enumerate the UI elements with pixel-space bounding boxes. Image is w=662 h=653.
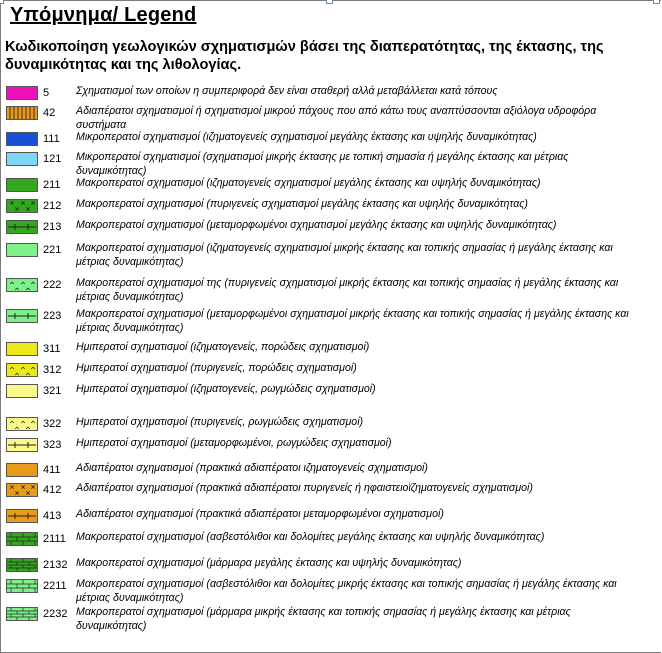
legend-swatch xyxy=(6,363,38,377)
legend-code: 413 xyxy=(43,510,62,522)
legend-code: 111 xyxy=(43,133,60,145)
legend-code: 223 xyxy=(43,310,62,322)
legend-swatch xyxy=(6,417,38,431)
legend-code: 2111 xyxy=(43,533,66,545)
legend-description: Ημιπερατοί σχηματισμοί (ιζηματογενείς, ρωγμώδεις σχηματισμοί) xyxy=(76,383,376,395)
legend-swatch xyxy=(6,86,38,100)
legend-code: 121 xyxy=(43,153,62,165)
legend-description: Μακροπερατοί σχηματισμοί (ιζηματογενείς σχηματισμοί μεγάλης έκτασης και υψηλής δυναμικότητας) xyxy=(76,177,541,189)
legend-description: Αδιαπέρατοι σχηματισμοί (πρακτικά αδιαπέρατοι ιζηματογενείς σχηματισμοί) xyxy=(76,462,428,474)
legend-subtitle: Κωδικοποίηση γεωλογικών σχηματισμών βάσει της διαπερατότητας, της έκτασης, της δυναμικότητας και της λιθολογίας. xyxy=(5,39,604,73)
legend-code: 321 xyxy=(43,385,62,397)
legend-description: Ημιπερατοί σχηματισμοί (πυριγενείς, ρωγμώδεις σχηματισμοί) xyxy=(76,416,364,428)
legend-description: Μικροπερατοί σχηματισμοί (σχηματισμοί μικρής έκτασης με τοπική σημασία ή μεγάλης έκτασης και μέτριας δυναμικότητας) xyxy=(76,151,569,177)
legend-swatch xyxy=(6,384,38,398)
legend-description: Ημιπερατοί σχηματισμοί (πυριγενείς, πορώδεις σχηματισμοί) xyxy=(76,362,357,374)
legend-code: 312 xyxy=(43,364,62,376)
legend-swatch xyxy=(6,558,38,572)
resize-handle-top-left[interactable] xyxy=(0,0,4,4)
legend-description: Αδιαπέρατοι σχηματισμοί (πρακτικά αδιαπέρατοι πυριγενείς ή ηφαιστειοϊζηματογενείς σχηματισμοί) xyxy=(76,482,533,494)
legend-swatch xyxy=(6,220,38,234)
legend-swatch xyxy=(6,342,38,356)
legend-description: Μακροπερατοί σχηματισμοί της (πυριγενείς σχηματισμοί μικρής έκτασης και τοπικής σημασίας ή μεγάλης έκτασης και μέτριας δυναμικότητας) xyxy=(76,277,619,303)
legend-code: 2132 xyxy=(43,559,68,571)
legend-description: Μακροπερατοί σχηματισμοί (ιζηματογενείς σχηματισμοί μικρής έκτασης και τοπικής σημασίας ή μεγάλης έκτασης και μέτριας δυναμικότητας) xyxy=(76,242,613,268)
legend-description: Μακροπερατοί σχηματισμοί (ασβεστόλιθοι και δολομίτες μεγάλης έκτασης και υψηλής δυναμικότητας) xyxy=(76,531,545,543)
legend-swatch xyxy=(6,607,38,621)
legend-description: Μακροπερατοί σχηματισμοί (μεταμορφωμένοι σχηματισμοί μεγάλης έκτασης και υψηλής δυναμικότητας) xyxy=(76,219,557,231)
legend-code: 2232 xyxy=(43,608,68,620)
legend-description: Αδιαπέρατοι σχηματισμοί (πρακτικά αδιαπέρατοι μεταμορφωμένοι σχηματισμοί) xyxy=(76,508,444,520)
legend-description: Σχηματισμοί των οποίων η συμπεριφορά δεν είναι σταθερή αλλά μεταβάλλεται κατά τόπους xyxy=(76,85,498,97)
legend-code: 322 xyxy=(43,418,62,430)
legend-code: 213 xyxy=(43,221,62,233)
legend-code: 411 xyxy=(43,464,61,476)
legend-code: 212 xyxy=(43,200,62,212)
legend-description: Μακροπερατοί σχηματισμοί (μεταμορφωμένοι σχηματισμοί μικρής έκτασης και τοπικής σημασίας ή μεγάλης έκτασης και μέτριας δυναμικότητας) xyxy=(76,308,629,334)
legend-swatch xyxy=(6,579,38,593)
legend-swatch xyxy=(6,278,38,292)
legend-swatch xyxy=(6,438,38,452)
legend-code: 42 xyxy=(43,107,56,119)
legend-code: 5 xyxy=(43,87,50,99)
resize-handle-top-right[interactable] xyxy=(653,0,660,4)
legend-description: Μακροπερατοί σχηματισμοί (πυριγενείς σχηματισμοί μεγάλης έκτασης και υψηλής δυναμικότητας) xyxy=(76,198,528,210)
legend-code: 311 xyxy=(43,343,61,355)
legend-description: Αδιαπέρατοι σχηματισμοί ή σχηματισμοί μικρού πάχους που από κάτω τους αναπτύσσονται αξιόλογα υδροφόρα συστήματα xyxy=(76,105,597,131)
legend-code: 211 xyxy=(43,179,61,191)
resize-handle-top-center[interactable] xyxy=(326,0,333,4)
legend-code: 2211 xyxy=(43,580,67,592)
legend-code: 221 xyxy=(43,244,62,256)
legend-code: 412 xyxy=(43,484,62,496)
legend-code: 323 xyxy=(43,439,62,451)
legend-code: 222 xyxy=(43,279,62,291)
legend-swatch xyxy=(6,483,38,497)
legend-swatch xyxy=(6,132,38,146)
legend-swatch xyxy=(6,532,38,546)
legend-description: Ημιπερατοί σχηματισμοί (ιζηματογενείς, πορώδεις σχηματισμοί) xyxy=(76,341,370,353)
legend-swatch xyxy=(6,309,38,323)
legend-description: Ημιπερατοί σχηματισμοί (μεταμορφωμένοι, ρωγμώδεις σχηματισμοί) xyxy=(76,437,392,449)
legend-description: Μακροπερατοί σχηματισμοί (μάρμαρα μεγάλης έκτασης και υψηλής δυναμικότητας) xyxy=(76,557,462,569)
legend-swatch xyxy=(6,199,38,213)
legend-swatch xyxy=(6,106,38,120)
legend-swatch xyxy=(6,463,38,477)
legend-description: Μακροπερατοί σχηματισμοί (ασβεστόλιθοι και δολομίτες μικρής έκτασης και τοπικής σημασίας ή μεγάλης έκτασης και μέτριας δυναμικότητας) xyxy=(76,578,617,604)
legend-description: Μακροπερατοί σχηματισμοί (μάρμαρα μικρής έκτασης και τοπικής σημασίας ή μεγάλης έκτασης και μέτριας δυναμικότητας) xyxy=(76,606,571,632)
legend-description: Μικροπερατοί σχηματισμοί (ιζηματογενείς σχηματισμοί μεγάλης έκτασης και υψηλής δυναμικότητας) xyxy=(76,131,537,143)
legend-title: Υπόμνημα/ Legend xyxy=(10,4,197,26)
legend-swatch xyxy=(6,243,38,257)
legend-swatch xyxy=(6,178,38,192)
legend-swatch xyxy=(6,152,38,166)
legend-swatch xyxy=(6,509,38,523)
